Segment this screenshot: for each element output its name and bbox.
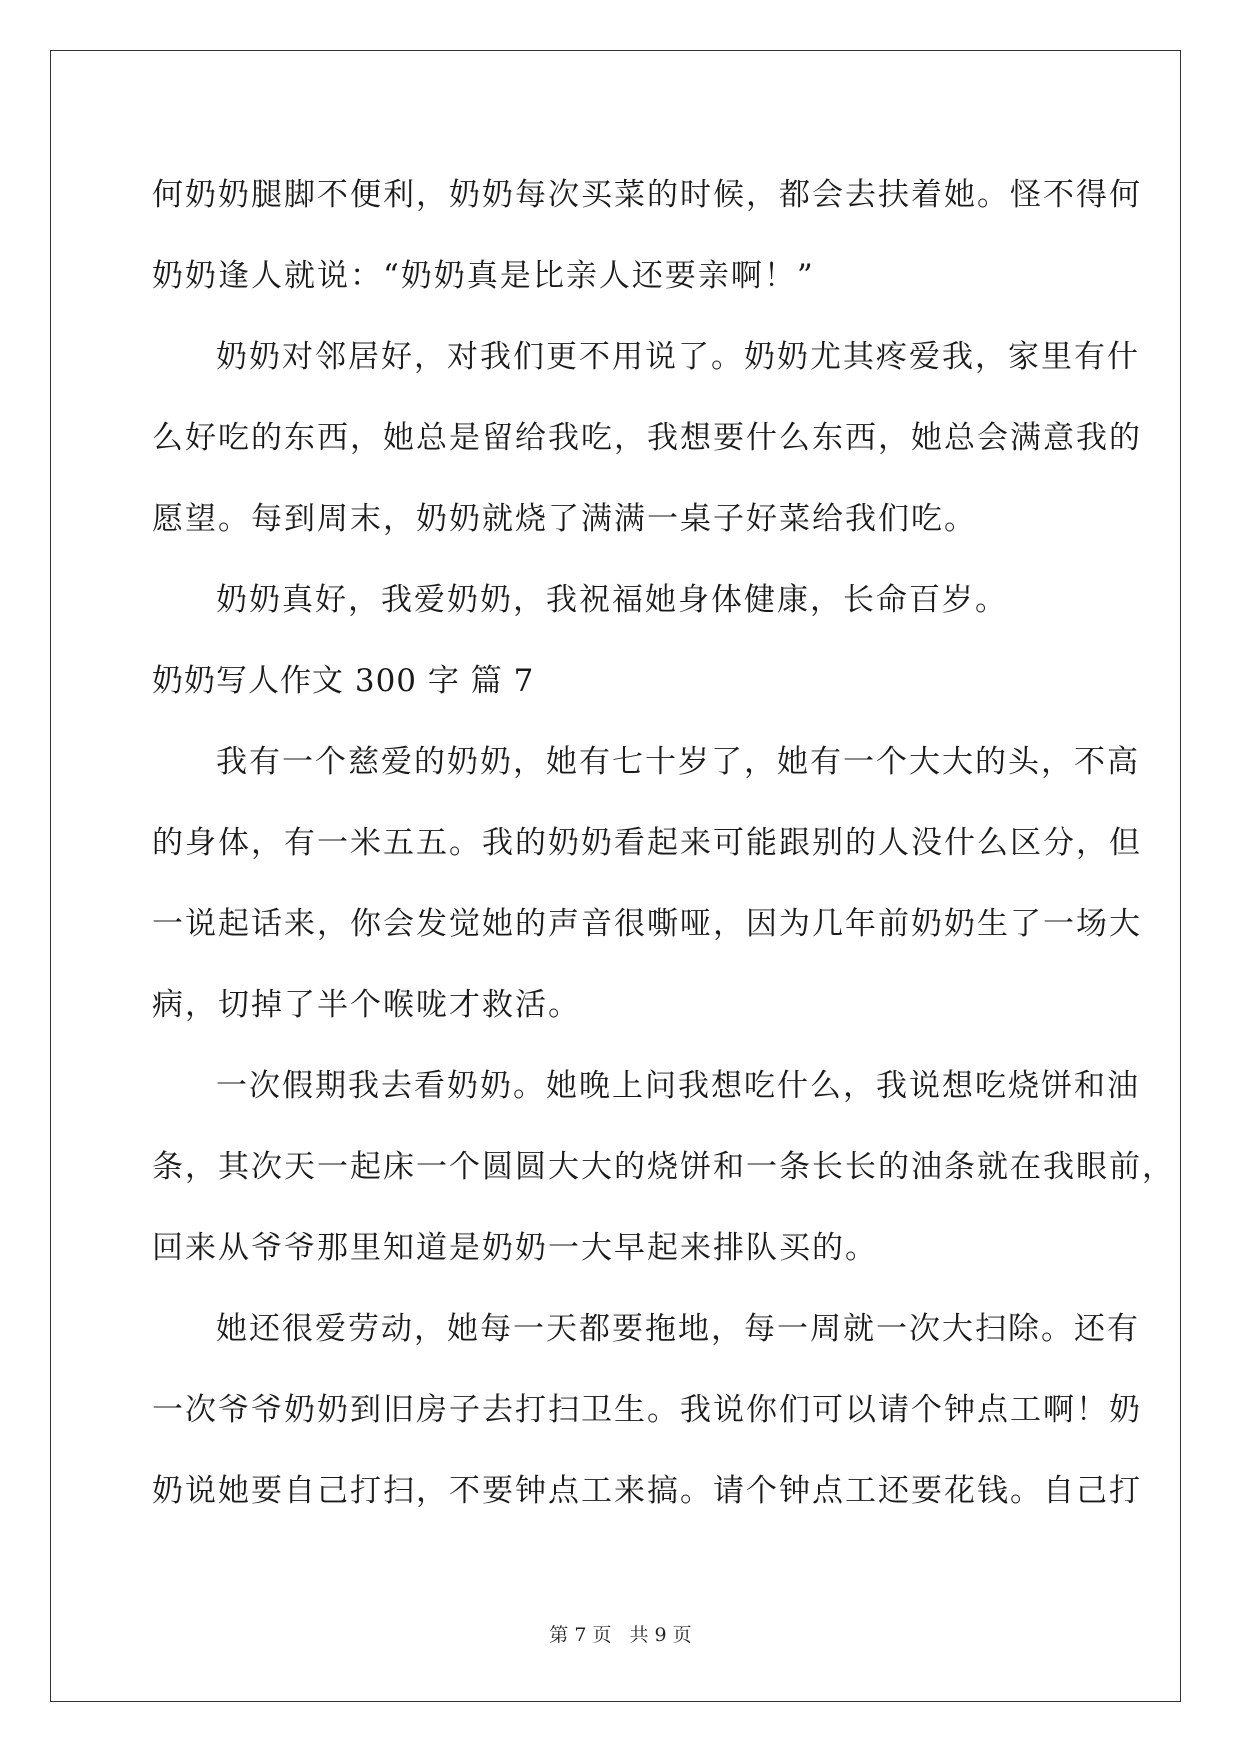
- text-line: 愿望。每到周末，奶奶就烧了满满一桌子好菜给我们吃。: [152, 501, 977, 537]
- page-footer: [0, 1620, 1241, 1647]
- text-line: 一说起话来，你会发觉她的声音很嘶哑，因为几年前奶奶生了一场大: [152, 906, 1142, 942]
- text-line: 奶奶逢人就说：“奶奶真是比亲人还要亲啊！”: [152, 258, 815, 294]
- paragraph-start: 我有一个慈爱的奶奶，她有七十岁了，她有一个大大的头，不高: [216, 744, 1140, 780]
- text-line: 的身体，有一米五五。我的奶奶看起来可能跟别的人没什么区分，但: [152, 825, 1142, 861]
- text-line: 么好吃的东西，她总是留给我吃，我想要什么东西，她总会满意我的: [152, 420, 1142, 456]
- document-body: [152, 155, 1175, 1532]
- text-line: 何奶奶腿脚不便利，奶奶每次买菜的时候，都会去扶着她。怪不得何: [152, 177, 1142, 213]
- text-line: 一次爷爷奶奶到旧房子去打扫卫生。我说你们可以请个钟点工啊！奶: [152, 1392, 1142, 1428]
- paragraph-start: 奶奶真好，我爱奶奶，我祝福她身体健康，长命百岁。: [216, 582, 1008, 618]
- page-number: 第 7 页: [549, 1624, 612, 1646]
- paragraph-start: 奶奶对邻居好，对我们更不用说了。奶奶尤其疼爱我，家里有什: [216, 339, 1140, 375]
- paragraph-start: 一次假期我去看奶奶。她晚上问我想吃什么，我说想吃烧饼和油: [216, 1068, 1140, 1104]
- text-line: 病，切掉了半个喉咙才救活。: [152, 987, 581, 1023]
- page-total: 共 9 页: [629, 1624, 692, 1646]
- section-heading: 奶奶写人作文 300 字 篇 7: [152, 663, 535, 699]
- text-line: 奶说她要自己打扫，不要钟点工来搞。请个钟点工还要花钱。自己打: [152, 1473, 1142, 1509]
- paragraph-start: 她还很爱劳动，她每一天都要拖地，每一周就一次大扫除。还有: [216, 1311, 1140, 1347]
- text-line: 回来从爷爷那里知道是奶奶一大早起来排队买的。: [152, 1230, 878, 1266]
- text-line: 条，其次天一起床一个圆圆大大的烧饼和一条长长的油条就在我眼前，: [152, 1149, 1175, 1185]
